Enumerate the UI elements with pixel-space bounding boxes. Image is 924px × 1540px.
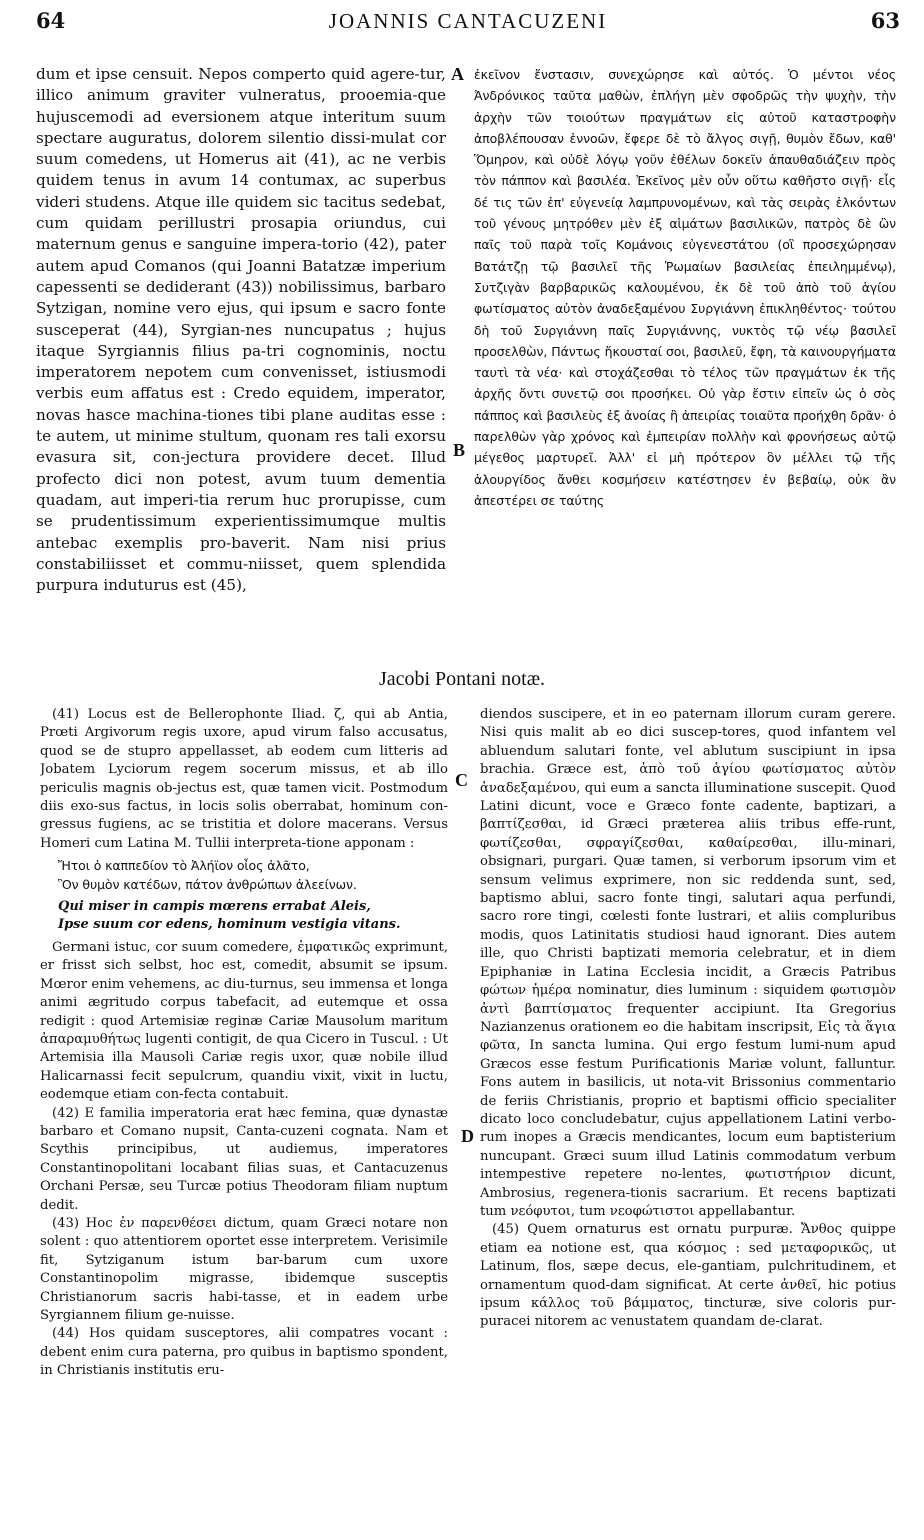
homer-verse-greek (58, 857, 448, 894)
note-45: (45) Quem ornaturus est ornatu purpuræ. Ἄνθος quippe etiam ea notione est, qua κόσμος : sed μεταφορικῶς, ut Latinum, flos, sæpe decus, ele-gantiam, pulchritudinem, et ornamentum quod-dam significat. At certe ἀνθεῖ, hic potius ipsum κάλλος τοῦ βάμματος, tincturæ, sive coloris pur-puracei nitorem ac venustatem quandam de-clarat. (480, 1222, 896, 1330)
homer-verse-latin (58, 898, 448, 935)
verse-line: Ὃν θυμὸν κατέδων, πάτον ἀνθρώπων ἀλεείνων. (58, 876, 357, 892)
note-42: (42) E familia imperatoria erat hæc femina, quæ dynastæ barbaro et Comano nupsit, Canta-cuzeni cognata. Nam et Scythis principibus, ut audiemus, imperatores Constantinopolitani locabant filias suas, et Cantacuzenus Orchani Persæ, seu Turcæ potius Theodoram filiam nuptum dedit. (40, 1105, 448, 1213)
greek-paragraph: ἐκεῖνον ἔνστασιν, συνεχώρησε καὶ αὐτός. Ὁ μέντοι νέος Ἀνδρόνικος ταῦτα μαθὼν, ἐπλήγη μὲν σφοδρῶς τὴν ψυχὴν, τὴν ἀρχὴν τῶν τοιούτων πραγμάτων εἰς αὐτοῦ καταστροφὴν ἀποβλέπουσαν ἐννοῶν, ἔφερε δὲ τὸ ἄλγος σιγῇ, θυμὸν ἔδων, καθ' Ὅμηρον, καὶ οὐδὲ λόγῳ γοῦν ἐθέλων δοκεῖν ἀπαυθαδιάζειν πρὸς τὸν πάππον καὶ βασιλέα. Ἐκεῖνος μὲν οὖν οὕτω καθῆστο σιγῇ· εἷς δέ τις τῶν ἐπ' εὐγενείᾳ λαμπρυνομένων, καὶ τὰς σειρὰς ἑλκόντων τοῦ γένους μητρόθεν μὲν ἐξ αἱμάτων βασιλικῶν, πατρὸς δὲ ὢν παῖς τοῦ παρὰ τοῖς Κομάνοις εὐγενεστάτου (οἳ προσεχώρησαν Βατάτζῃ τῷ βασιλεῖ τῆς Ῥωμαίων βασιλείας ἐπειλημμένῳ), Συτζιγὰν βαρβαρικῶς καλουμένου, ἐκ δὲ τοῦ ἀπὸ τοῦ ἁγίου φωτίσματος αὐτὸν ἀναδεξαμένου Συργιάννη ἐπικληθέντος· τούτου δὴ τοῦ Συργιάννη παῖς Συργιάννης, νυκτὸς τῷ νέῳ βασιλεῖ προσελθὼν, Πάντως ἤκουσταί σοι, βασιλεῦ, ἔφη, τὰ καινουργήματα ταυτὶ τὰ νέα· καὶ στοχάζεσθαι τὸ τέλος τῶν πραγμάτων ἐκ τῆς ἀρχῆς ὄντι συνετῷ σοι προσήκει. Οὐ γὰρ ἔστιν εἰπεῖν ὡς ὁ σὸς πάππος καὶ βασιλεὺς ἐξ ἀνοίας ἢ ἀπειρίας τοιαῦτα προήχθη δρᾶν· ὁ παρελθὼν γὰρ χρόνος καὶ ἐμπειρίαν πολλὴν καὶ φρονήσεως αὐτῷ μέγεθος μαρτυρεῖ. Ἀλλ' εἰ μὴ πρότερον ὃν μέλλει τῷ τῆς ἁλουργίδος ἄνθει κοσμήσειν κατέστησεν ἐν βεβαίῳ, οὐκ ἂν ἀπεστέρει σε ταύτης (474, 67, 896, 508)
note-43: (43) Hoc ἐν παρενθέσει dictum, quam Græci notare non solent : quo attentiorem oportet esse interpretem. Verisimile fit, Sytziganum istum bar-barum cum uxore Constantinopolim migrasse, ibidemque susceptis Christianorum sacris habi-tasse, et in eadem urbe Syrgiannem filium ge-nuisse. (40, 1215, 448, 1323)
page-number-right: 63 (870, 8, 900, 33)
margin-marker-d: D (461, 1126, 474, 1146)
running-title: JOANNIS CANTACUZENI (328, 9, 608, 33)
note-44: (44) Hos quidam susceptores, alii compatres vocant : debent enim cura paterna, pro quibus in baptismo spondent, in Christianis institutis eru- (40, 1326, 448, 1379)
note-44-continued: diendos suscipere, et in eo paternam illorum curam gerere. Nisi quis malit ab eo dici suscep-tores, quod infantem vel abluendum salutari fonte, vel ablutum suscipiunt in ipsa brachia. Græce est, ἀπὸ τοῦ ἁγίου φωτίσματος αὐτὸν ἀναδεξαμένου, qui eum a sancta illuminatione suscepit. Quod Latini dicunt, voce e Græco fonte cadente, baptizari, a βαπτίζεσθαι, id Græci præterea aliis tribus effe-runt, φωτίζεσθαι, σφραγίζεσθαι, καθαίρεσθαι, illu-minari, obsignari, purgari. Quæ tamen, si verborum ipsorum vim et sensum velimus exprimere, non sic reddenda sunt, sed, baptismo ablui, sacro fonte tingi, salutari aqua perfundi, sacro rore tingi, cœlesti fonte lustrari, et aliis compluribus modis, quos Latinitatis studiosi haud ignorant. Dies autem ille, quo Christi baptizati memoria celebratur, et in diem Epiphaniæ in Latina Ecclesia incidit, a Græcis Patribus φώτων ἡμέρα nominatur, dies luminum : siquidem φωτισμὸν ἀντὶ βαπτίσματος frequenter accipiunt. Ita Gregorius Nazianzenus orationem eo die habitam inscripsit, Εἰς τὰ ἅγια φῶτα, In sancta lumina. Qui ergo festum lumi-num apud Græcos esse festum Purificationis Mariæ volunt, falluntur. Fons autem in basilicis, ut nota-vit Brissonius commentario de feriis Christianis, proprio et baptismi officio specialiter dicato loco concludebatur, cujus appellationem Latini verbo-rum inopes a Græcis mendicantes, locum eum baptisterium nuncupant. Græci suum illud Latinis commodatum verbum intempestive repetere no-lentes, φωτιστήριον dicunt, Ambrosius, regenera-tionis sacrarium. Et recens baptizati tum νεόφυτοι, tum νεοφώτιστοι appellabantur. (480, 707, 896, 1219)
note-41: (41) Locus est de Bellerophonte Iliad. ζ, qui ab Antia, Prœti Argivorum regis uxore, apud virum falso accusatus, quod se de stupro appellasset, ab eodem cum litteris ad Jobatem Lyciorum regem socerum missus, et ab illo periculis magnis ob-jectus est, quæ tamen vicit. Postmodum diis exo-sus factus, in locis solis oberrabat, hominum con-gressus fugiens, ac se tristitia et dolore macerans. Versus Homeri cum Latina M. Tullii interpreta-tione apponam : (40, 707, 448, 851)
verse-line: Ἤτοι ὁ καππεδίον τὸ Ἀλήϊον οἶος ἀλᾶτο, (58, 858, 310, 874)
verse-line: Qui miser in campis mœrens errabat Aleis, (58, 899, 371, 915)
page-number-left: 64 (36, 8, 66, 33)
verse-line: Ipse suum cor edens, hominum vestigia vitans. (58, 917, 401, 933)
page-header (36, 8, 900, 38)
greek-main-text (474, 64, 896, 662)
notes-right-column (480, 706, 896, 1530)
margin-marker-c: C (455, 770, 468, 790)
latin-main-text (36, 64, 446, 662)
note-41-continued: Germani istuc, cor suum comedere, ἐμφατικῶς exprimunt, er frisst sich selbst, hoc est, comedit, absumit se ipsum. Mœror enim vehemens, ac diu-turnus, seu immensa et longa animi ægritudo corpus tabefacit, ad eutemque et ossa redigit : quod Artemisiæ reginæ Cariæ Mausolum maritum ἀπαραμυθήτως lugenti contigit, de qua Cicero in Tuscul. : Ut Artemisia illa Mausoli Cariæ regis uxor, quæ nobile illud Halicarnassi fecit sepulcrum, quandiu vixit, vixit in luctu, eodemque etiam con-fecta contabuit. (40, 939, 448, 1103)
notes-heading: Jacobi Pontani notæ. (378, 668, 546, 690)
notes-left-column (40, 706, 448, 1530)
margin-marker-b: B (453, 440, 466, 460)
margin-marker-a: A (451, 64, 464, 84)
latin-paragraph: dum et ipse censuit. Nepos comperto quid agere-tur, illico animum graviter vulneratus, prooemia-que hujuscemodi ad eversionem atque interitum suum spectare auguratus, dolorem silentio dissi-mulat cor suum comedens, ut Homerus ait (41), ac ne verbis quidem tenus in avum 14 contumax, ac superbus videri studens. Atque ille quidem sic tacitus sedebat, cum quidam perillustri prosapia oriundus, cui maternum genus e sanguine impera-torio (42), pater autem apud Comanos (qui Joanni Batatzæ imperium capessenti se dediderant (43)) nobilissimus, barbaro Sytzigan, nomine vero ejus, qui ipsum e sacro fonte susceperat (44), Syrgian-nes nuncupatus ; hujus itaque Syrgiannis filius pa-tri cognominis, noctu imperatorem nepotem cum convenisset, istiusmodi verbis eum affatus est : Credo equidem, imperator, novas hasce machina-tiones tibi plane auditas esse : te autem, ut minime stultum, quonam res tali exorsu evasura sit, con-jectura providere decet. Illud profecto dici non potest, avum tuum dementia quadam, aut imperi-tia rerum huc prorupisse, cum se prudentissimum experientissimumque multis antebac exemplis pro-baverit. Nam nisi prius constabiliisset et commu-niisset, quem splendida purpura induturus est (45), (36, 65, 446, 595)
